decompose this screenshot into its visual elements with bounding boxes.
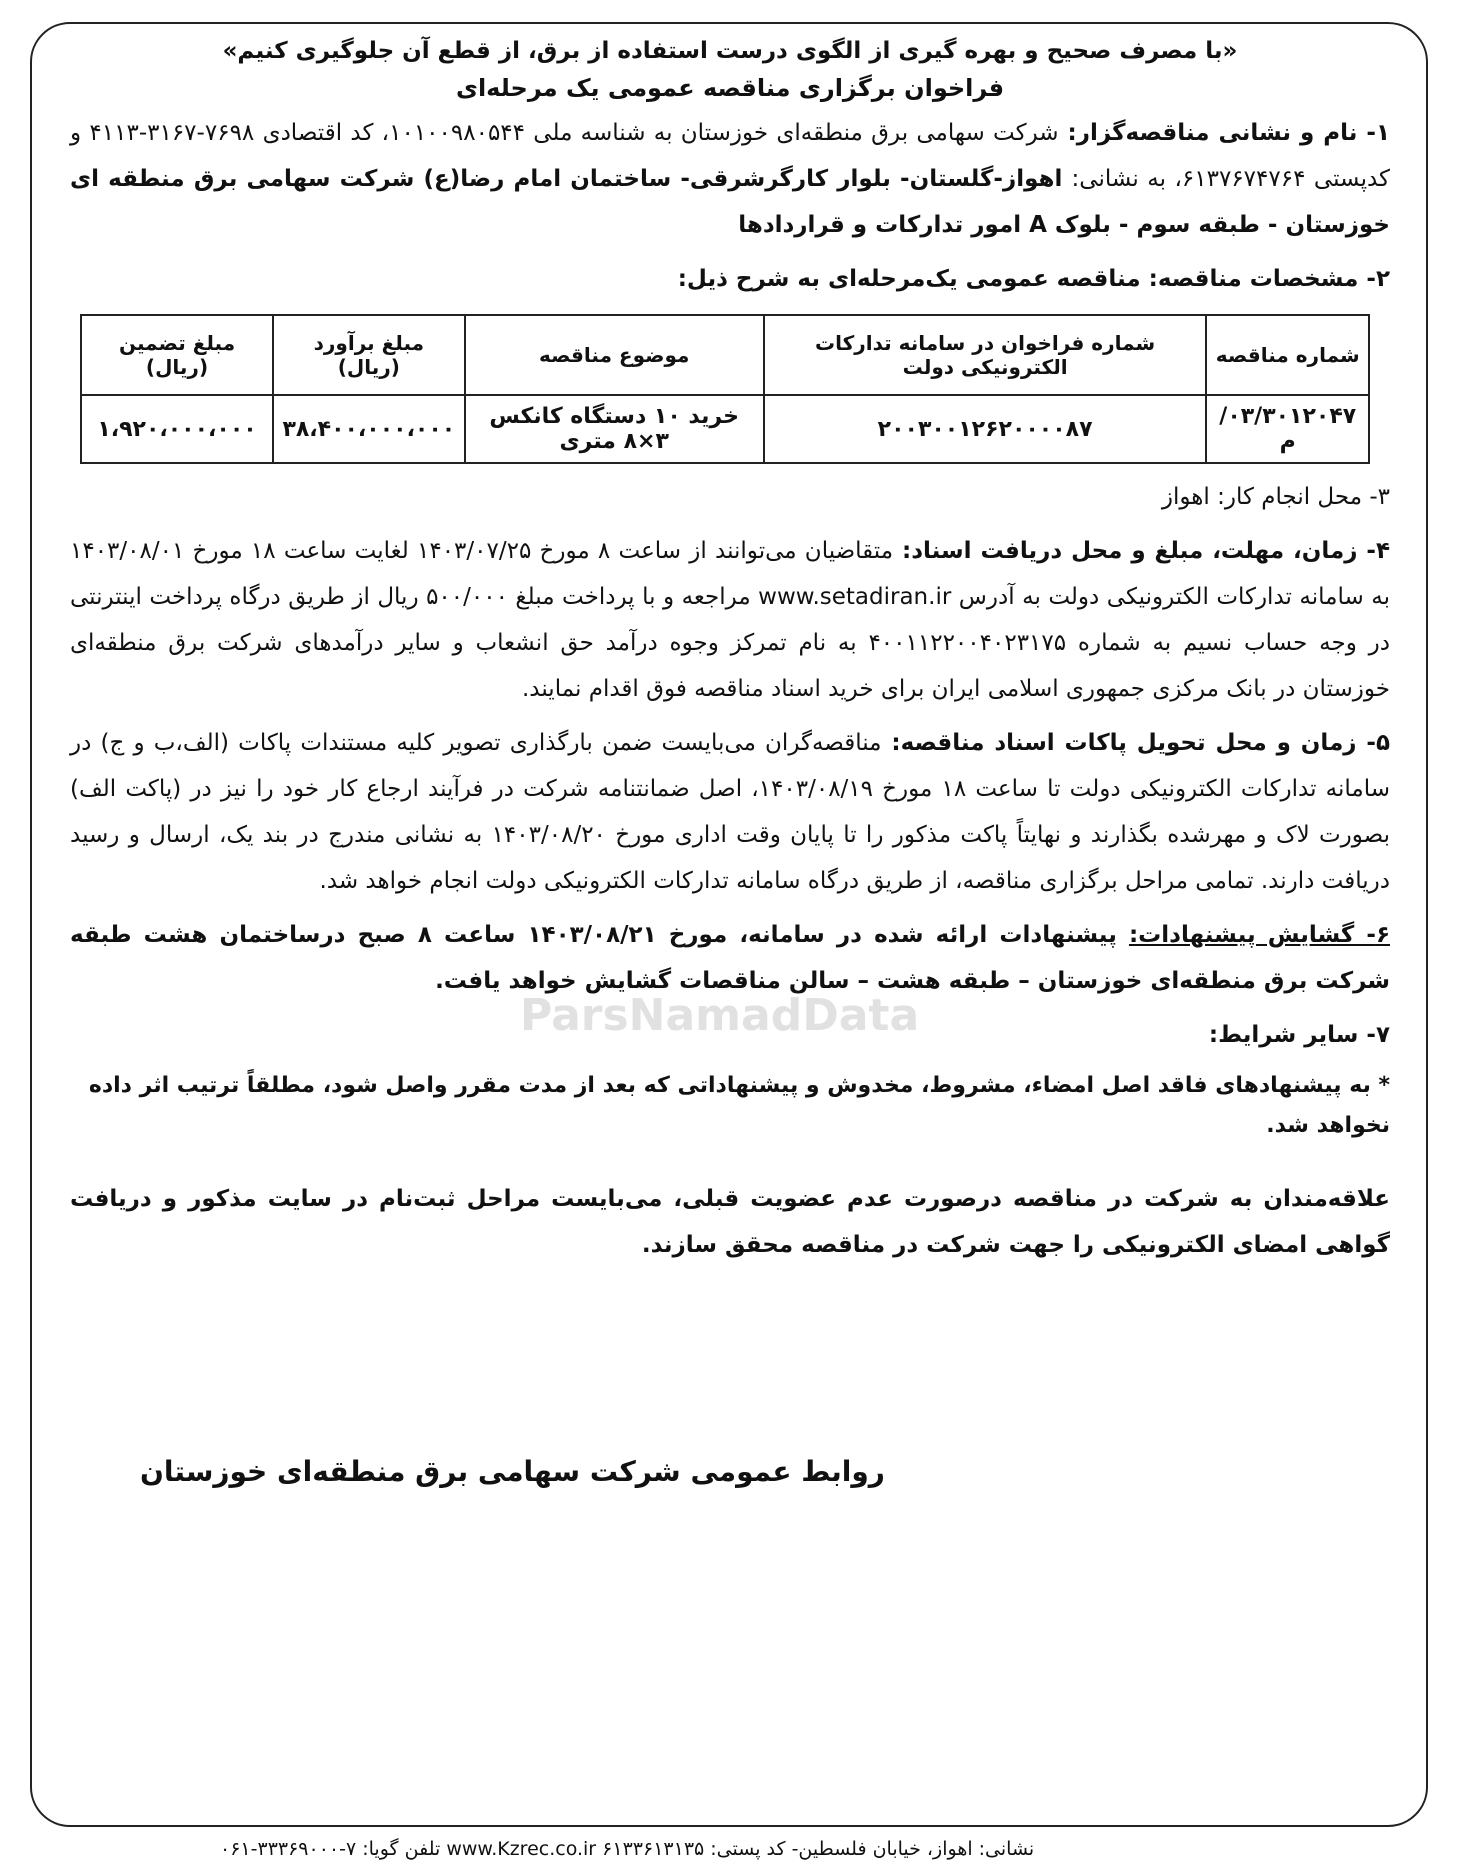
table-header: مبلغ برآورد (ریال): [273, 315, 465, 395]
section-5-label: ۵- زمان و محل تحویل پاکات اسناد مناقصه:: [891, 730, 1390, 756]
section-6-label: ۶- گشایش پیشنهادات:: [1128, 922, 1390, 948]
table-header: موضوع مناقصه: [465, 315, 764, 395]
section-6-text: پیشنهادات ارائه شده در سامانه، مورخ ۱۴۰۳/۰۸/۲۱ ساعت ۸ صبح درساختمان هشت طبقه شرکت برق منطقه‌ای خوزستان – طبقه هشت – سالن مناقصات گشایش خواهد یافت.: [70, 922, 1390, 994]
section-1: [70, 110, 1390, 248]
section-4-label: ۴- زمان، مهلت، مبلغ و محل دریافت اسناد:: [902, 538, 1390, 564]
section-4: [70, 528, 1390, 712]
table-header: شماره مناقصه: [1206, 315, 1369, 395]
document-body: [70, 30, 1390, 1268]
section-1-text: شرکت سهامی برق منطقه‌ای خوزستان به شناسه ملی ۱۰۱۰۰۹۸۰۵۴۴، کد اقتصادی ۷۶۹۸-۳۱۶۷-۴۱۱۳ و کدپستی ۶۱۳۷۶۷۴۷۶۴، به نشانی:: [70, 120, 1390, 192]
section-3: ۳- محل انجام کار: اهواز: [1161, 484, 1390, 510]
section-1-label: ۱- نام و نشانی مناقصه‌گزار:: [1067, 120, 1390, 146]
section-4-text: متقاضیان می‌توانند از ساعت ۸ مورخ ۱۴۰۳/۰۷/۲۵ لغایت ساعت ۱۸ مورخ ۱۴۰۳/۰۸/۰۱ به سامانه تدارکات الکترونیکی دولت به آدرس www.setadiran.ir مراجعه و با پرداخت مبلغ ۵۰۰/۰۰۰ ریال از طریق درگاه پرداخت اینترنتی در وجه حساب نسیم به شماره ۴۰۰۱۱۲۲۰۰۴۰۲۳۱۷۵ به نام تمرکز وجوه درآمد حق انشعاب و سایر درآمدهای شرکت برق منطقه‌ای خوزستان در بانک مرکزی جمهوری اسلامی ایران برای خرید اسناد مناقصه فوق اقدام نمایند.: [70, 538, 1390, 702]
table-header: مبلغ تضمین (ریال): [81, 315, 273, 395]
page-title: فراخوان برگزاری مناقصه عمومی یک مرحله‌ای: [455, 74, 1005, 102]
closing-paragraph: علاقه‌مندان به شرکت در مناقصه درصورت عدم عضویت قبلی، می‌بایست مراحل ثبت‌نام در سایت مذکور و دریافت گواهی امضای الکترونیکی را جهت شرکت در مناقصه محقق سازند.: [70, 1186, 1390, 1258]
table-cell: ۰۳/۳۰۱۲۰۴۷/م: [1206, 395, 1369, 463]
signature: روابط عمومی شرکت سهامی برق منطقه‌ای خوزستان: [140, 1455, 885, 1488]
table-row: [81, 395, 1369, 463]
table-cell: ۱،۹۲۰،۰۰۰،۰۰۰: [81, 395, 273, 463]
section-2: ۲- مشخصات مناقصه: مناقصه عمومی یک‌مرحله‌ای به شرح ذیل:: [677, 266, 1390, 292]
section-7: ۷- سایر شرایط:: [1208, 1022, 1390, 1048]
footer-contact: نشانی: اهواز، خیابان فلسطین- کد پستی: ۶۱۳۳۶۱۳۱۳۵ www.Kzrec.co.ir تلفن گویا: ۷-۳۳۳۶۹۰۰۰-۰۶۱: [220, 1838, 1035, 1860]
table-header-row: [81, 315, 1369, 395]
table-cell: ۳۸،۴۰۰،۰۰۰،۰۰۰: [273, 395, 465, 463]
table-header: شماره فراخوان در سامانه تدارکات الکترونیکی دولت: [764, 315, 1207, 395]
watermark: ParsNamadData: [520, 990, 920, 1041]
section-5-text: مناقصه‌گران می‌بایست ضمن بارگذاری تصویر کلیه مستندات پاکات (الف،ب و ج) در سامانه تدارکات الکترونیکی دولت تا ساعت ۱۸ مورخ ۱۴۰۳/۰۸/۱۹، اصل ضمانتنامه شرکت در فرآیند ارجاع کار خود را نیز در (پاکت الف) بصورت لاک و مهرشده بگذارند و نهایتاً پاکت مذکور را تا پایان وقت اداری مورخ ۱۴۰۳/۰۸/۲۰ به نشانی مندرج در بند یک، ارسال و رسید دریافت دارند. تمامی مراحل برگزاری مناقصه، از طریق درگاه سامانه تدارکات الکترونیکی دولت انجام خواهد شد.: [70, 730, 1391, 894]
table-cell: ۲۰۰۳۰۰۱۲۶۲۰۰۰۰۸۷: [764, 395, 1207, 463]
section-1-address: اهواز-گلستان- بلوار کارگرشرقی- ساختمان امام رضا(ع) شرکت سهامی برق منطقه ای خوزستان - طبقه سوم - بلوک A امور تدارکات و قراردادها: [70, 166, 1390, 238]
section-7-note: * به پیشنهادهای فاقد اصل امضاء، مشروط، مخدوش و پیشنهاداتی که بعد از مدت مقرر واصل شود، مطلقاً ترتیب اثر داده نخواهد شد.: [88, 1073, 1390, 1138]
slogan: «با مصرف صحیح و بهره گیری از الگوی درست استفاده از برق، از قطع آن جلوگیری کنیم»: [222, 38, 1238, 64]
tender-table: [80, 314, 1370, 464]
section-5: [70, 720, 1390, 904]
table-cell: خرید ۱۰ دستگاه کانکس ۳×۸ متری: [465, 395, 764, 463]
